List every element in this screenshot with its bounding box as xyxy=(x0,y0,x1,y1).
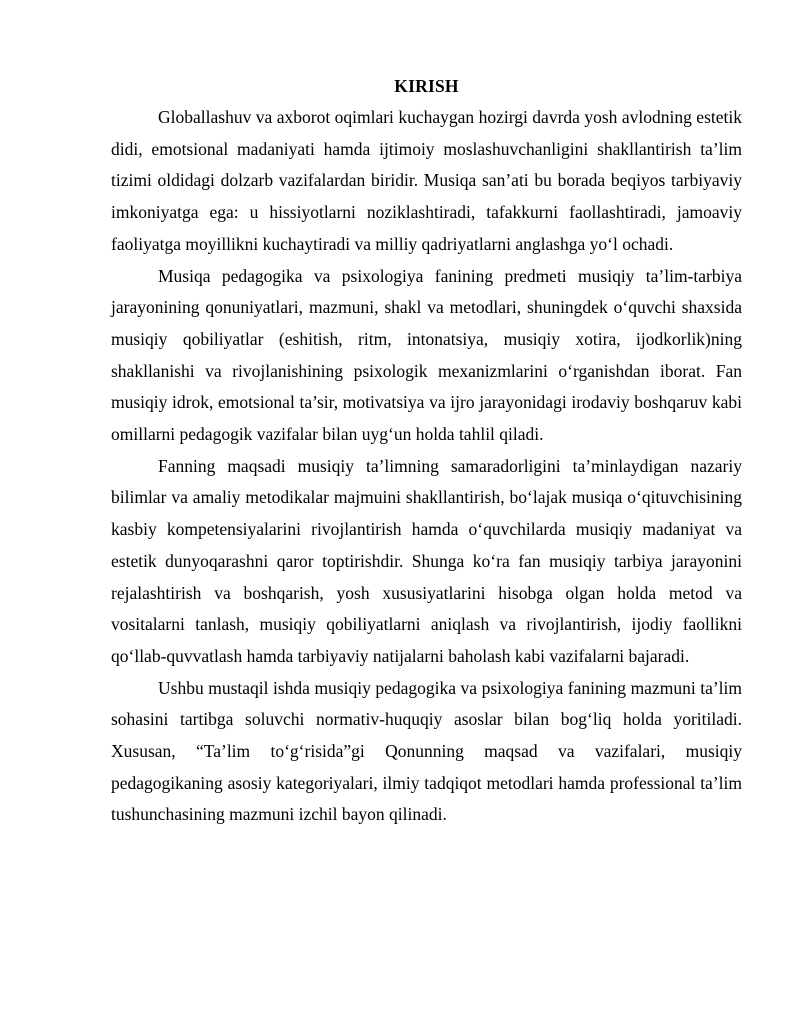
paragraph-4: Ushbu mustaqil ishda musiqiy pedagogika va psixologiya fanining mazmuni ta’lim sohasini tartibga soluvchi normativ-huquqiy asoslar bilan bog‘liq holda yoritiladi. Xususan, “Ta’lim to‘g‘risida”gi Qonunning maqsad va vazifalari, musiqiy pedagogikaning asosiy kategoriyalari, ilmiy tadqiqot metodlari hamda professional ta’lim tushunchasining mazmuni izchil bayon qilinadi. xyxy=(111,677,742,825)
paragraph-1: Globallashuv va axborot oqimlari kuchaygan hozirgi davrda yosh avlodning estetik didi, emotsional madaniyati hamda ijtimoiy moslashuvchanligini shakllantirish ta’lim tizimi oldidagi dolzarb vazifalardan biridir. Musiqa san’ati bu borada beqiyos tarbiyaviy imkoniyatga ega: u hissiyotlarni noziklashtiradi, tafakkurni faollashtiradi, jamoaviy faoliyatga moyillikni kuchaytiradi va milliy qadriyatlarni anglashga yo‘l ochadi. xyxy=(111,107,742,254)
paragraph-3: Fanning maqsadi musiqiy ta’limning samaradorligini ta’minlaydigan nazariy bilimlar va amaliy metodikalar majmuini shakllantirish, bo‘lajak musiqa o‘qituvchisining kasbiy kompetensiyalarini rivojlantirish hamda o‘quvchilarda musiqiy madaniyat va estetik dunyoqarashni qaror toptirishdir. Shunga ko‘ra fan musiqiy tarbiya jarayonini rejalashtirish va boshqarish, yosh xususiyatlarini hisobga olgan holda metod va vositalarni tanlash, musiqiy qobiliyatlarni aniqlash va rivojlantirish, ijodiy faollikni qo‘llab-quvvatlash hamda tarbiyaviy natijalarni baholash kabi vazifalarni bajaradi. xyxy=(111,455,742,666)
paragraph-2: Musiqa pedagogika va psixologiya fanining predmeti musiqiy ta’lim-tarbiya jarayonining qonuniyatlari, mazmuni, shakl va metodlari, shuningdek o‘quvchi shaxsida musiqiy qobiliyatlar (eshitish, ritm, intonatsiya, musiqiy xotira, ijodkorlik)ning shakllanishi va rivojlanishining psixologik mexanizmlarini o‘rganishdan iborat. Fan musiqiy idrok, emotsional ta’sir, motivatsiya va ijro jarayonidagi irodaviy boshqaruv kabi omillarni pedagogik vazifalar bilan uyg‘un holda tahlil qiladi. xyxy=(111,265,742,445)
document-body xyxy=(111,72,742,831)
page-title: KIRISH xyxy=(394,76,459,96)
